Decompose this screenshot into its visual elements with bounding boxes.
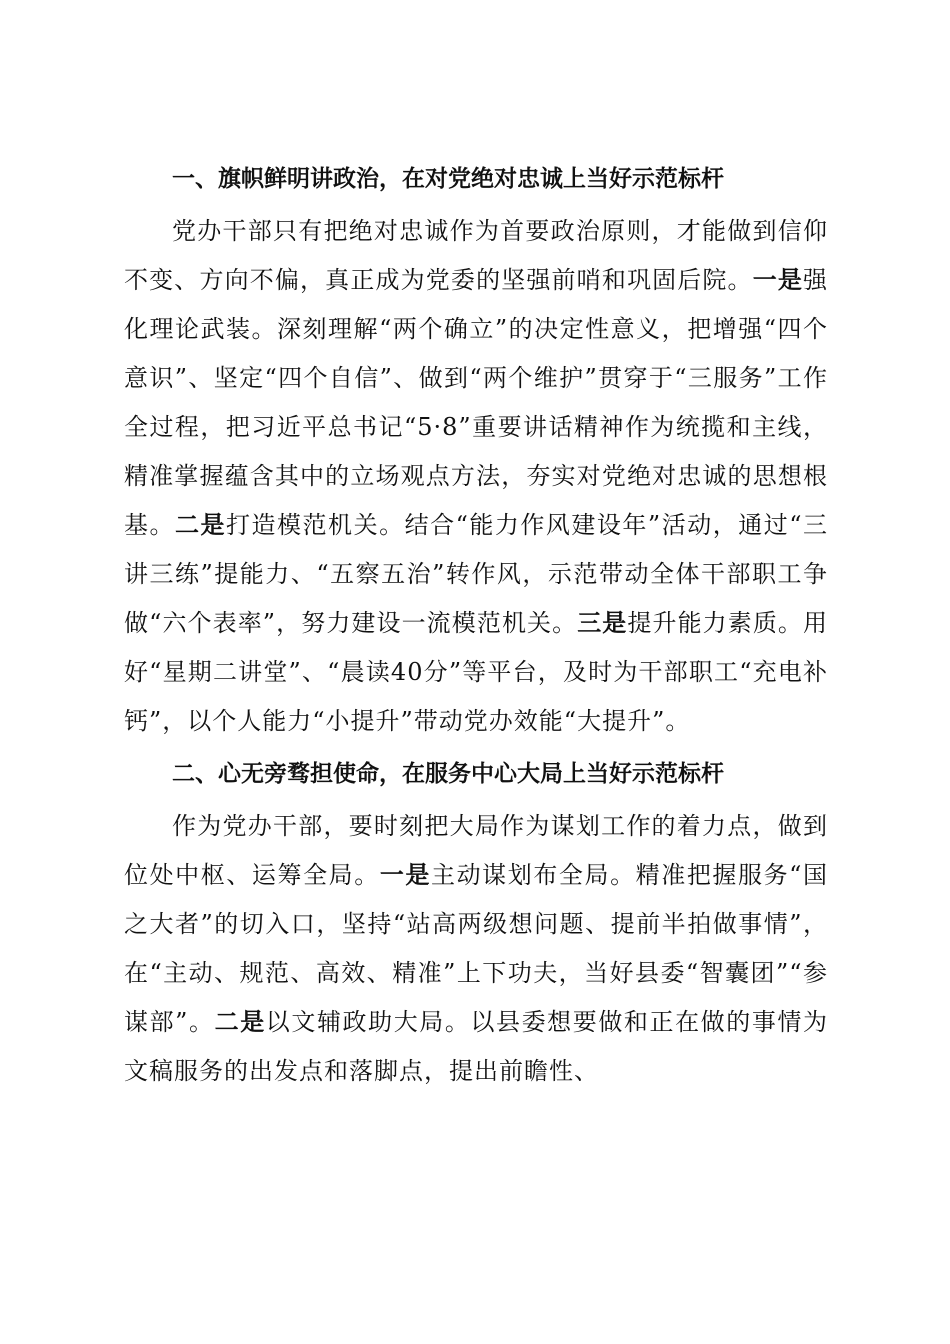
point-marker-1: 一是 [752, 266, 803, 294]
section-paragraph-2 [124, 802, 828, 1096]
paragraph-text: 作为党办干部，要时刻把大局作为谋划工作的着力点，做到位处中枢、运筹全局。 [124, 812, 828, 889]
paragraph-text: 强化理论武装。深刻理解“两个确立”的决定性意义，把增强“四个意识”、坚定“四个自信”、做到“两个维护”贯穿于“三服务”工作全过程，把习近平总书记“5·8”重要讲话精神作为统揽和主线，精准掌握蕴含其中的立场观点方法，夯实对党绝对忠诚的思想根基。 [124, 266, 828, 539]
section-heading-2: 二、心无旁骛担使命，在服务中心大局上当好示范标杆 [172, 761, 724, 787]
document-body [124, 155, 828, 1096]
paragraph-text: 提升能力素质。用好“星期二讲堂”、“晨读40分”等平台，及时为干部职工“充电补钙”，以个人能力“小提升”带动党办效能“大提升”。 [124, 609, 829, 735]
section-paragraph-1 [124, 207, 828, 746]
paragraph-text: 以文辅政助大局。以县委想要做和正在做的事情为文稿服务的出发点和落脚点，提出前瞻性、 [124, 1008, 829, 1085]
paragraph-text: 打造模范机关。结合“能力作风建设年”活动，通过“三讲三练”提能力、“五察五治”转作风，示范带动全体干部职工争做“六个表率”，努力建设一流模范机关。 [124, 511, 828, 637]
paragraph-text: 党办干部只有把绝对忠诚作为首要政治原则，才能做到信仰不变、方向不偏，真正成为党委的坚强前哨和巩固后院。 [124, 217, 828, 294]
point-marker-1: 一是 [379, 861, 431, 889]
point-marker-2: 二是 [175, 511, 227, 539]
point-marker-3: 三是 [577, 609, 628, 637]
section-heading-1: 一、旗帜鲜明讲政治，在对党绝对忠诚上当好示范标杆 [172, 166, 724, 192]
paragraph-text: 主动谋划布全局。精准把握服务“国之大者”的切入口，坚持“站高两级想问题、提前半拍做事情”，在“主动、规范、高效、精准”上下功夫，当好县委“智囊团”“参谋部”。 [124, 861, 829, 1036]
point-marker-2: 二是 [214, 1008, 266, 1036]
